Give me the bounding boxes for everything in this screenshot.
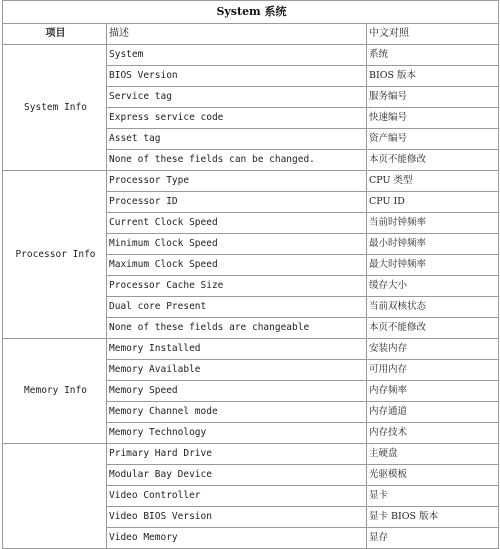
- description-cell: System: [107, 45, 367, 66]
- chinese-cell: 显卡 BIOS 版本: [367, 507, 499, 528]
- chinese-cell: 显存: [367, 528, 499, 549]
- description-cell: Maximum Clock Speed: [107, 255, 367, 276]
- chinese-cell: 内存频率: [367, 381, 499, 402]
- description-cell: Current Clock Speed: [107, 213, 367, 234]
- description-cell: Memory Technology: [107, 423, 367, 444]
- chinese-cell: 安装内存: [367, 339, 499, 360]
- table-row: [3, 45, 499, 66]
- description-cell: BIOS Version: [107, 66, 367, 87]
- description-cell: Memory Available: [107, 360, 367, 381]
- group-label: System Info: [3, 45, 107, 171]
- chinese-cell: CPU 类型: [367, 171, 499, 192]
- chinese-cell: 最大时钟频率: [367, 255, 499, 276]
- header-item: 项目: [3, 24, 107, 45]
- chinese-cell: CPU ID: [367, 192, 499, 213]
- description-cell: Dual core Present: [107, 297, 367, 318]
- chinese-cell: BIOS 版本: [367, 66, 499, 87]
- header-description: 描述: [107, 24, 367, 45]
- description-cell: Video Controller: [107, 486, 367, 507]
- table-title: System 系统: [3, 1, 499, 24]
- document-page: [2, 0, 498, 549]
- description-cell: Asset tag: [107, 129, 367, 150]
- description-cell: Video Memory: [107, 528, 367, 549]
- chinese-cell: 内存通道: [367, 402, 499, 423]
- chinese-cell: 缓存大小: [367, 276, 499, 297]
- group-label: [3, 444, 107, 549]
- description-cell: Processor ID: [107, 192, 367, 213]
- table-row: [3, 444, 499, 465]
- chinese-cell: 主硬盘: [367, 444, 499, 465]
- chinese-cell: 最小时钟频率: [367, 234, 499, 255]
- description-cell: Modular Bay Device: [107, 465, 367, 486]
- description-cell: Memory Speed: [107, 381, 367, 402]
- description-cell: None of these fields can be changed.: [107, 150, 367, 171]
- table-row: [3, 339, 499, 360]
- header-chinese: 中文对照: [367, 24, 499, 45]
- chinese-cell: 显卡: [367, 486, 499, 507]
- table-body: [3, 45, 499, 549]
- chinese-cell: 本页不能修改: [367, 318, 499, 339]
- header-row: [3, 24, 499, 45]
- chinese-cell: 系统: [367, 45, 499, 66]
- chinese-cell: 服务编号: [367, 87, 499, 108]
- chinese-cell: 可用内存: [367, 360, 499, 381]
- chinese-cell: 本页不能修改: [367, 150, 499, 171]
- group-label: Processor Info: [3, 171, 107, 339]
- description-cell: Express service code: [107, 108, 367, 129]
- description-cell: Processor Cache Size: [107, 276, 367, 297]
- chinese-cell: 光驱模板: [367, 465, 499, 486]
- description-cell: Memory Installed: [107, 339, 367, 360]
- chinese-cell: 资产编号: [367, 129, 499, 150]
- description-cell: Video BIOS Version: [107, 507, 367, 528]
- chinese-cell: 快速编号: [367, 108, 499, 129]
- title-row: [3, 1, 499, 24]
- description-cell: Primary Hard Drive: [107, 444, 367, 465]
- spec-table: [2, 0, 499, 549]
- description-cell: None of these fields are changeable: [107, 318, 367, 339]
- group-label: Memory Info: [3, 339, 107, 444]
- description-cell: Memory Channel mode: [107, 402, 367, 423]
- table-row: [3, 171, 499, 192]
- description-cell: Service tag: [107, 87, 367, 108]
- description-cell: Minimum Clock Speed: [107, 234, 367, 255]
- chinese-cell: 当前双核状态: [367, 297, 499, 318]
- description-cell: Processor Type: [107, 171, 367, 192]
- chinese-cell: 内存技术: [367, 423, 499, 444]
- chinese-cell: 当前时钟频率: [367, 213, 499, 234]
